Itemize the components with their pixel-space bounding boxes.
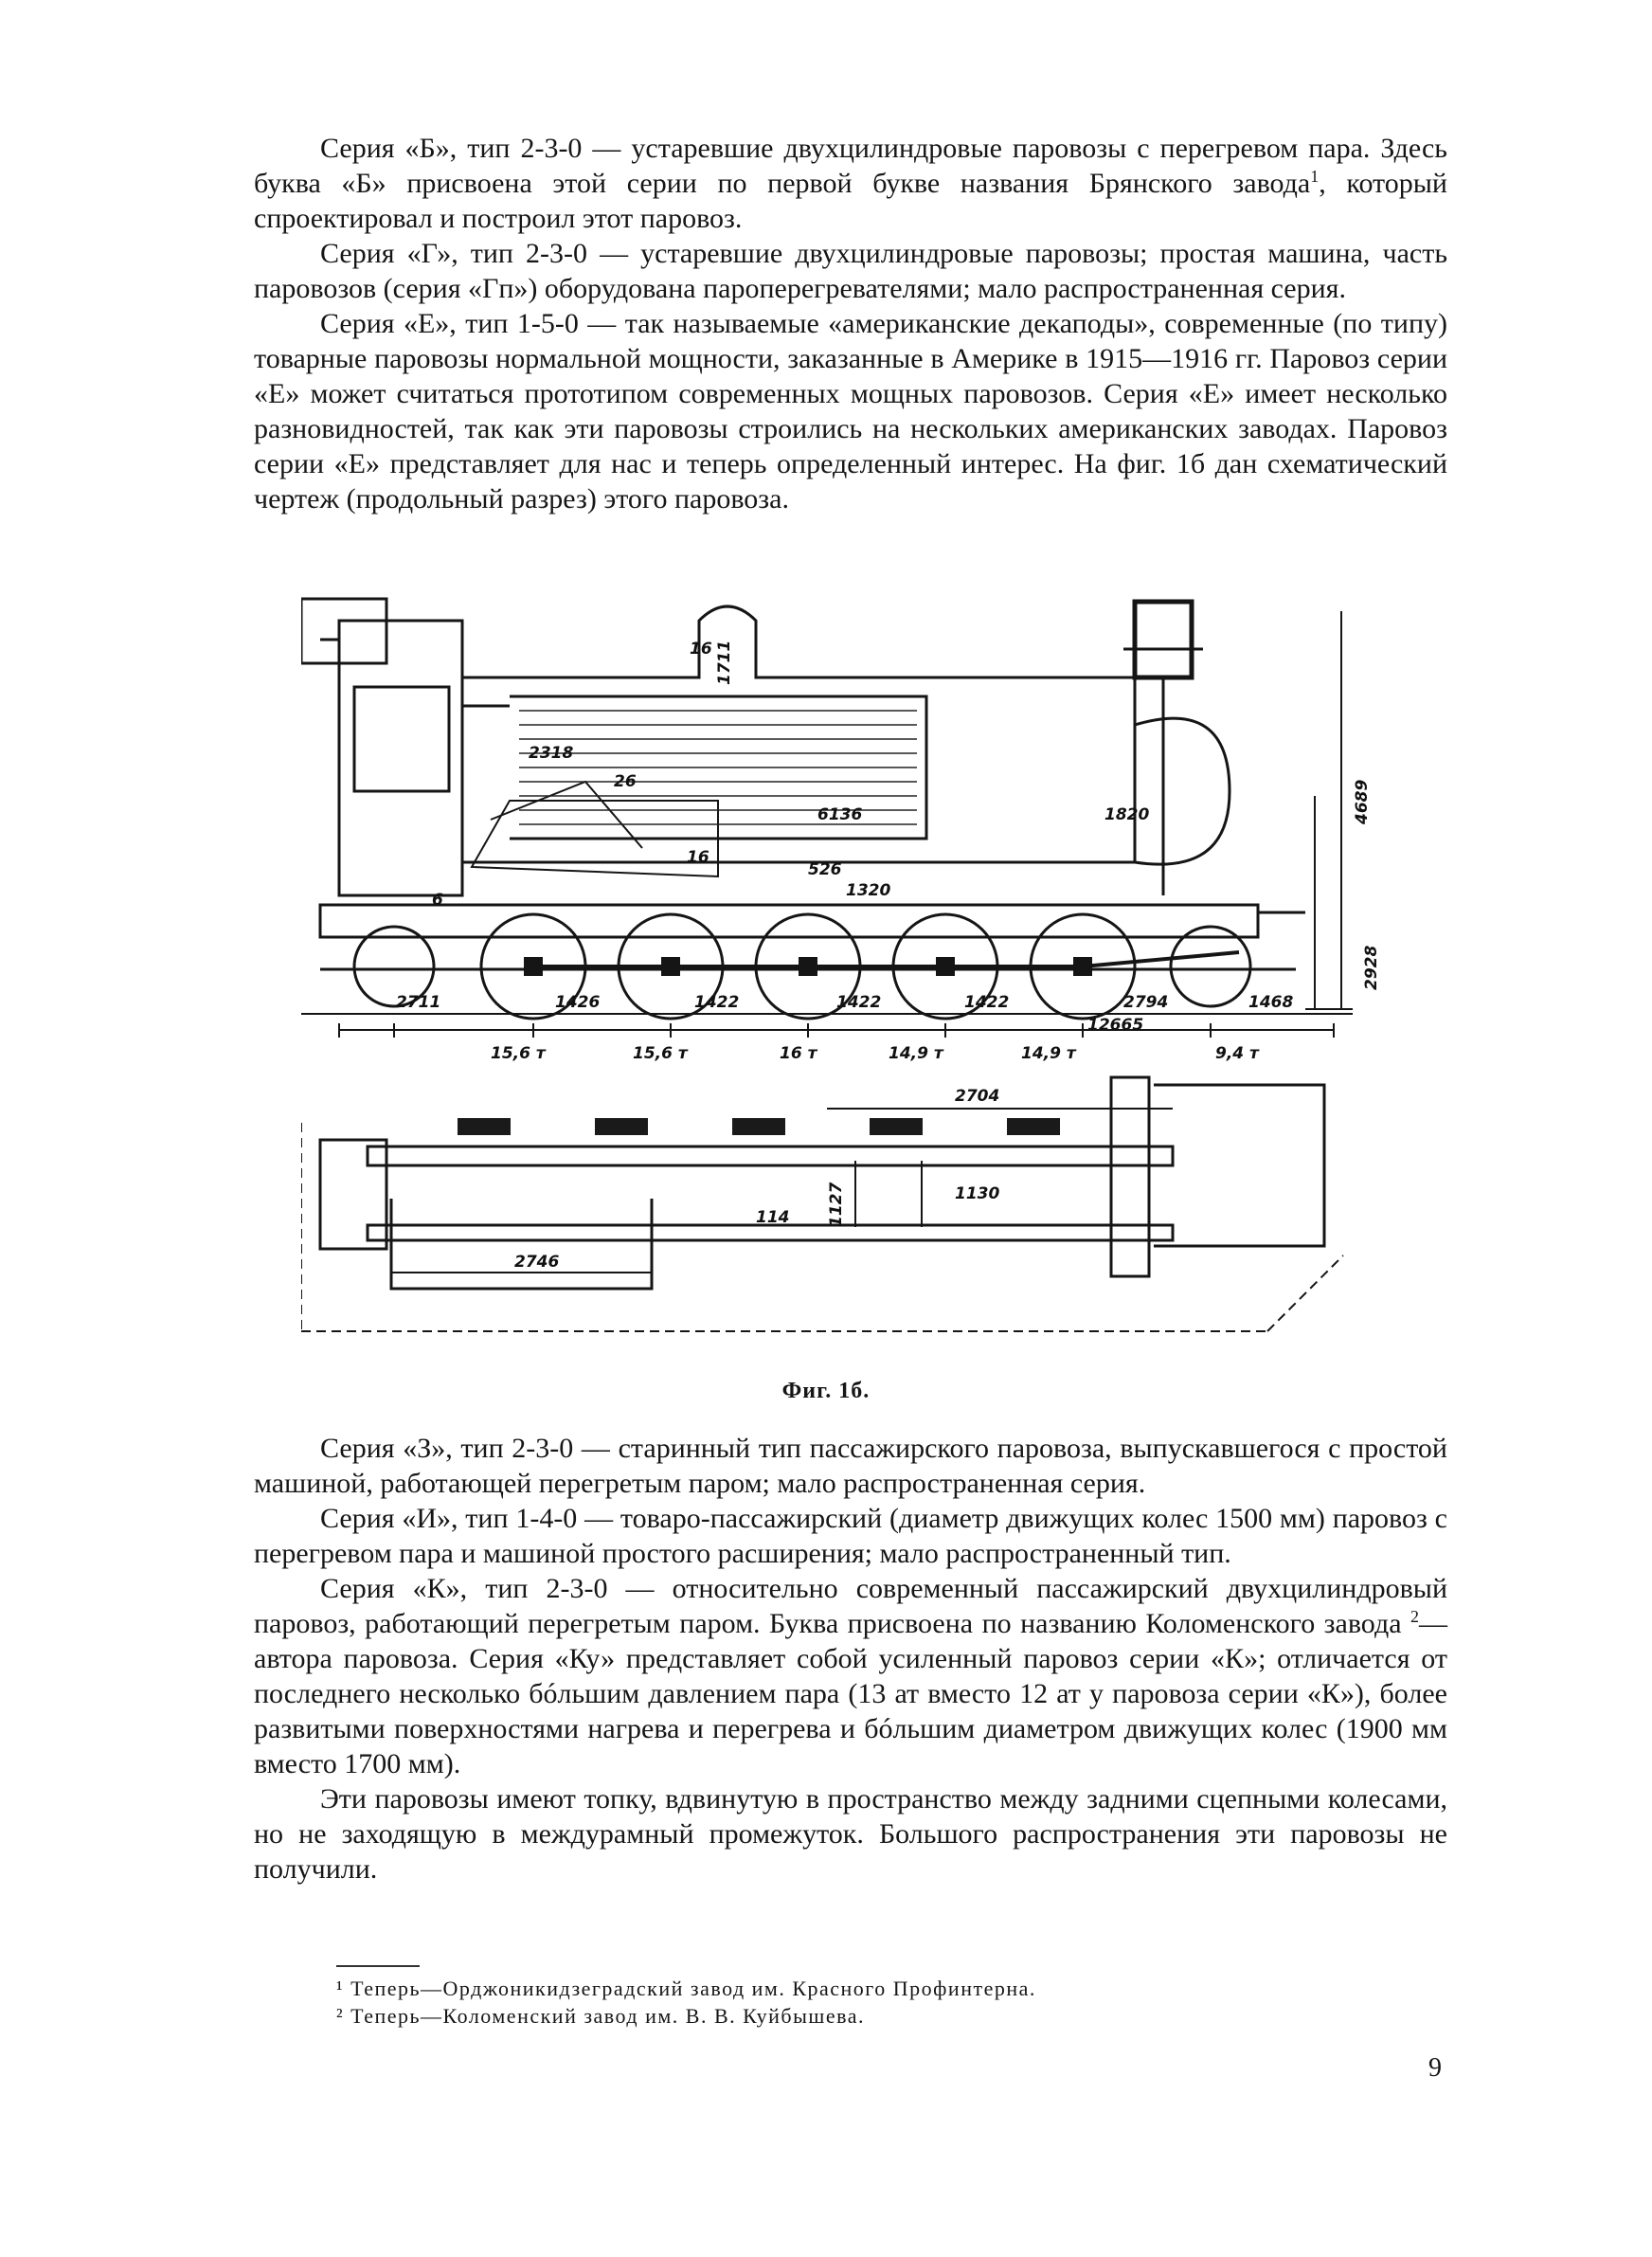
locomotive-schematic bbox=[301, 592, 1381, 1379]
dim-6136: 6136 bbox=[817, 805, 863, 824]
dim-2746: 2746 bbox=[514, 1253, 560, 1272]
dim-16-top: 16 bbox=[690, 640, 712, 659]
bottom-text-block bbox=[254, 1431, 1447, 1887]
dim-114: 114 bbox=[756, 1208, 790, 1227]
dim-2318: 2318 bbox=[529, 744, 574, 763]
dim-1426: 1426 bbox=[555, 993, 601, 1012]
footnote-mark: 2 bbox=[1410, 1607, 1420, 1626]
dim-1320: 1320 bbox=[846, 881, 891, 900]
dim-2928: 2928 bbox=[1362, 945, 1381, 990]
axle-load: 14,9 т bbox=[1021, 1044, 1076, 1063]
dim-2794: 2794 bbox=[1123, 993, 1169, 1012]
axle-load: 15,6 т bbox=[633, 1044, 688, 1063]
dim-1711: 1711 bbox=[715, 640, 734, 685]
dim-12665: 12665 bbox=[1087, 1016, 1144, 1035]
page-number: 9 bbox=[1428, 2053, 1442, 2083]
leading-wheel bbox=[1171, 927, 1250, 1006]
paragraph-series-k: Серия «К», тип 2-3-0 — относительно современный пассажирский двухцилиндровый паровоз, работающий перегретым паром. Буква присвоена по названию Коломенского завода $^2$—автора паровоза. Серия «Ку» представляет собой усиленный паровоз серии «К»; отличается от последнего несколько бóльшим давлением пара (13 ат вместо 12 ат у паровоза серии «К»), более развитыми поверхностями нагрева и перегрева и бóльшим диаметром движущих колес (1900 мм вместо 1700 мм). bbox=[254, 1573, 1448, 1779]
footnote-2: ² Теперь—Коломенский завод им. В. В. Куйбышева. bbox=[336, 2004, 865, 2028]
locomotive-drawing bbox=[301, 592, 1381, 1379]
figure-caption: Фиг. 1б. bbox=[781, 1379, 871, 1403]
paragraph-series-b: Серия «Б», тип 2-3-0 — устаревшие двухцилиндровые паровозы с перегревом пара. Здесь буква «Б» присвоена этой серии по первой букве названия Брянского завода$^1$, который спроектировал и построил этот паровоз. bbox=[254, 133, 1447, 234]
dim-1820: 1820 bbox=[1104, 805, 1150, 824]
footnotes bbox=[336, 1975, 1426, 2030]
paragraph-series-e: Серия «Е», тип 1-5-0 — так называемые «американские декаподы», современные (по типу) товарные паровозы нормальной мощности, заказанные в Америке в 1915—1916 гг. Паровоз серии «Е» может считаться прототипом современных мощных паровозов. Серия «Е» имеет несколько разновидностей, так как эти паровозы строились на нескольких американских заводах. Паровоз серии «Е» представляет для нас и теперь определенный интерес. На фиг. 1б дан схематический чертеж (продольный разрез) этого паровоза. bbox=[254, 308, 1447, 515]
dim-26: 26 bbox=[614, 772, 637, 791]
dim-2704: 2704 bbox=[955, 1087, 1000, 1106]
dim-1422-c: 1422 bbox=[964, 993, 1010, 1012]
footnote-mark: 1 bbox=[1310, 167, 1320, 186]
dim-6: 6 bbox=[432, 891, 443, 910]
dim-4689: 4689 bbox=[1353, 779, 1372, 824]
axle-load: 15,6 т bbox=[491, 1044, 546, 1063]
dim-1127: 1127 bbox=[827, 1182, 846, 1227]
paragraph-firebox: Эти паровозы имеют топку, вдвинутую в пространство между задними сцепными колесами, но не заходящую в междурамный промежуток. Большого распространения эти паровозы не получили. bbox=[254, 1783, 1447, 1885]
dim-1422-b: 1422 bbox=[836, 993, 882, 1012]
dim-1422-a: 1422 bbox=[694, 993, 740, 1012]
footnote-1: ¹ Теперь—Орджоникидзеградский завод им. Красного Профинтерна. bbox=[336, 1977, 1036, 2000]
paragraph-series-z: Серия «З», тип 2-3-0 — старинный тип пассажирского паровоза, выпускавшегося с простой машиной, работающей перегретым паром; мало распространенная серия. bbox=[254, 1433, 1447, 1499]
dim-1130: 1130 bbox=[955, 1184, 1000, 1203]
footnote-divider bbox=[336, 1965, 420, 1967]
axle-load: 9,4 т bbox=[1215, 1044, 1259, 1063]
axle-load: 16 т bbox=[780, 1044, 817, 1063]
dim-16-mid: 16 bbox=[687, 848, 709, 867]
dim-2711: 2711 bbox=[396, 993, 441, 1012]
paragraph-series-i: Серия «И», тип 1-4-0 — товаро-пассажирский (диаметр движущих колес 1500 мм) паровоз с перегревом пара и машиной простого расширения; мало распространенный тип. bbox=[254, 1503, 1447, 1569]
paragraph-series-g: Серия «Г», тип 2-3-0 — устаревшие двухцилиндровые паровозы; простая машина, часть паровозов (серия «Гп») оборудована пароперегревателями; мало распространенная серия. bbox=[254, 238, 1447, 304]
top-text-block bbox=[254, 131, 1447, 516]
axle-load: 14,9 т bbox=[889, 1044, 943, 1063]
dim-1468: 1468 bbox=[1248, 993, 1294, 1012]
dim-526: 526 bbox=[808, 860, 842, 879]
